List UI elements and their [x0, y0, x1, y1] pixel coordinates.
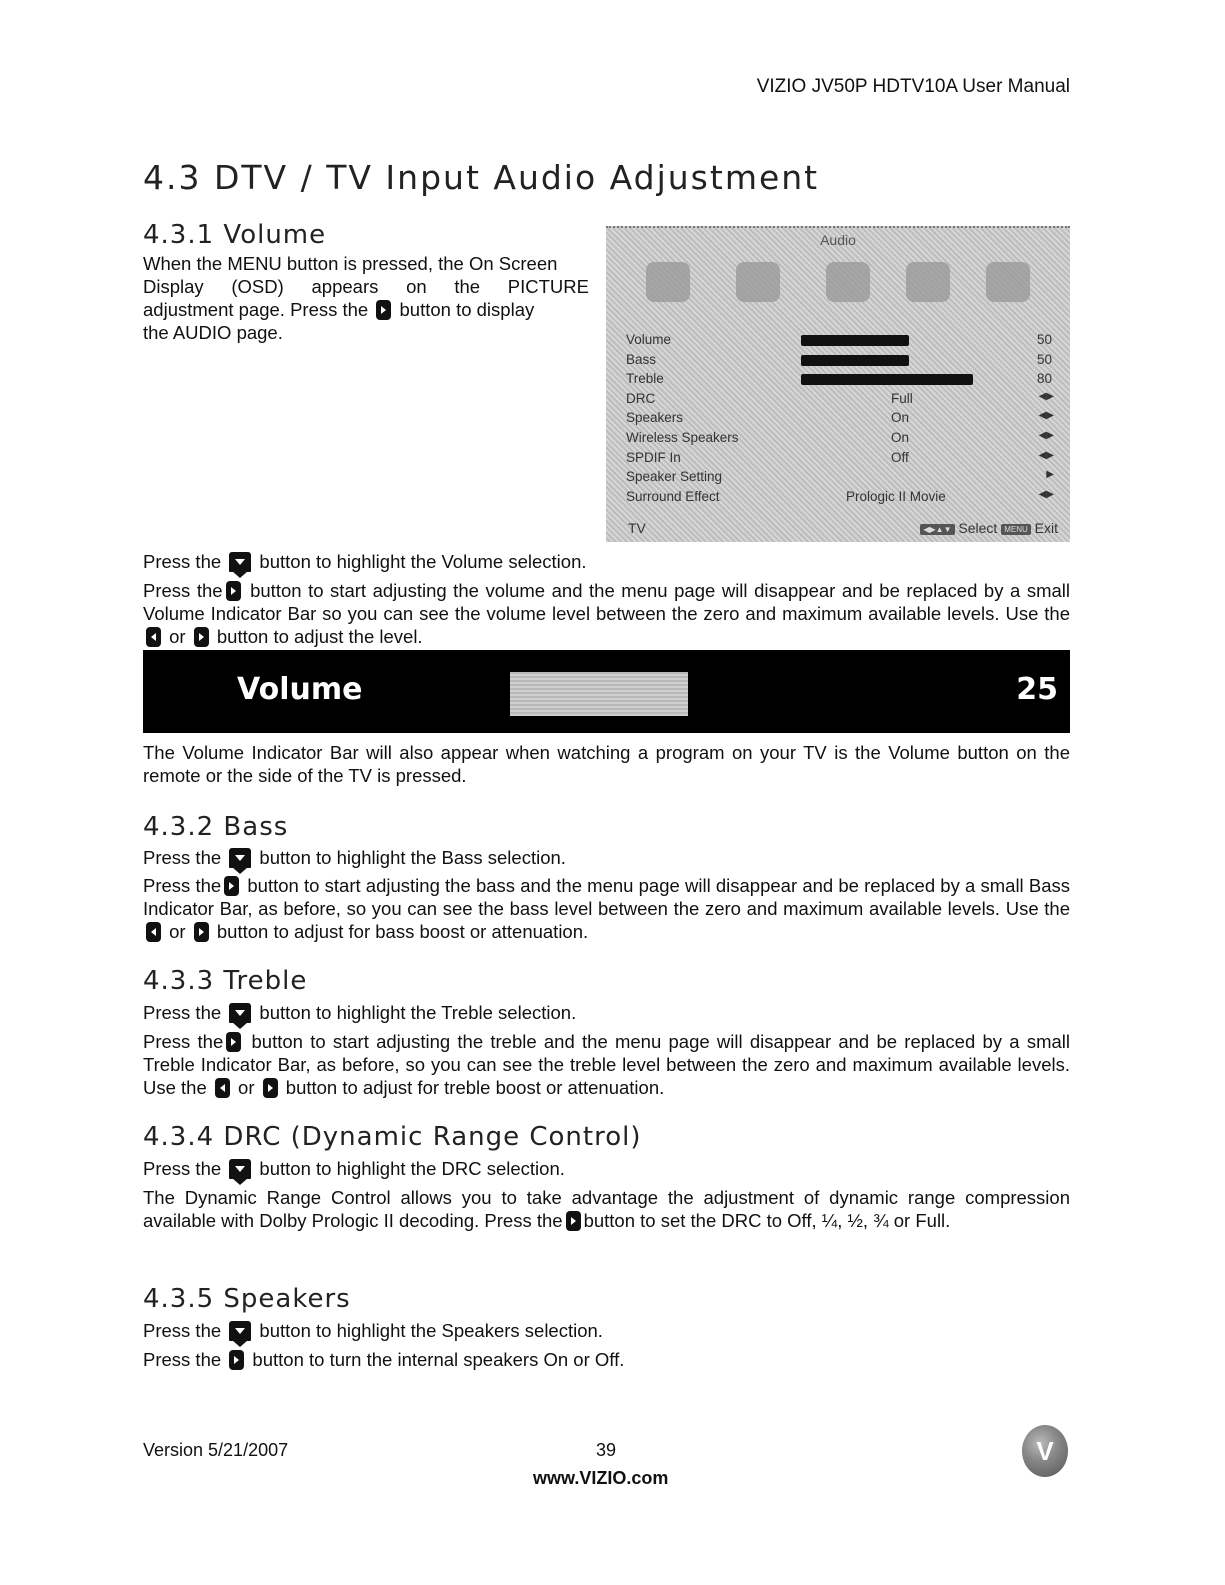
osd-row-value: On: [891, 429, 910, 445]
osd-exit-hint: Exit: [1034, 520, 1058, 536]
volume-step-1: [143, 550, 1070, 573]
osd-select-hint: Select: [958, 520, 998, 536]
intro-line-1: When the MENU button is pressed, the On Screen: [143, 253, 558, 274]
audio-osd-screenshot: [606, 226, 1070, 542]
osd-row-label: Bass: [626, 351, 657, 367]
bass-step-2: [143, 874, 1070, 943]
footer-website-link[interactable]: www.VIZIO.com: [533, 1468, 669, 1488]
text: or: [164, 921, 191, 942]
footer-version: Version 5/21/2007: [143, 1440, 289, 1460]
osd-level-bar: [801, 335, 909, 346]
subsection-title-bass: 4.3.2 Bass: [143, 812, 289, 842]
text: button to turn the internal speakers On or Off.: [247, 1349, 625, 1370]
down-arrow-button-icon: [229, 552, 251, 572]
text: or: [232, 1077, 260, 1098]
volume-indicator-note: The Volume Indicator Bar will also appear when watching a program on your TV is the Volume button on the remote or the side of the TV is pressed.: [143, 742, 1070, 786]
navigation-keys-icon: ◀▶▲▼: [920, 524, 954, 535]
down-arrow-button-icon: [229, 1003, 251, 1023]
osd-arrow-icon: ◀▶: [1038, 488, 1054, 500]
osd-row-number: 50: [1036, 351, 1052, 367]
text: Press the: [143, 875, 222, 896]
osd-footer-input: TV: [628, 520, 646, 536]
right-arrow-button-icon: [224, 876, 239, 896]
right-arrow-button-icon: [226, 581, 241, 601]
subsection-title-treble: 4.3.3 Treble: [143, 966, 308, 996]
input-menu-icon: [986, 262, 1030, 302]
osd-row[interactable]: [626, 371, 1066, 391]
osd-footer: [606, 520, 1070, 538]
text: Press the: [143, 1320, 227, 1341]
text: button to highlight the Treble selection.: [254, 1002, 577, 1023]
right-arrow-button-icon: [226, 1032, 241, 1052]
volume-bar-value: 25: [1016, 672, 1058, 707]
osd-row[interactable]: [626, 352, 1066, 372]
osd-level-bar: [801, 374, 973, 385]
volume-intro-paragraph: [143, 252, 589, 344]
osd-row-label: Wireless Speakers: [626, 429, 739, 445]
osd-row-value: Prologic II Movie: [846, 488, 946, 504]
intro-text: adjustment page. Press the: [143, 299, 374, 320]
subsection-title-drc: 4.3.4 DRC (Dynamic Range Control): [143, 1122, 642, 1152]
osd-arrow-icon: ◀▶: [1038, 429, 1054, 441]
text: button to highlight the DRC selection.: [254, 1158, 565, 1179]
text: Press the: [143, 847, 227, 868]
osd-row-label: Speaker Setting: [626, 469, 723, 485]
text: button to set the DRC to Off, ¼, ½, ¾ or Full.: [583, 1210, 951, 1231]
audio-menu-icon: [736, 262, 780, 302]
osd-row-value: Off: [891, 449, 909, 465]
text: Press the: [143, 1349, 227, 1370]
text: Press the: [143, 551, 227, 572]
text: button to highlight the Speakers selection.: [254, 1320, 603, 1341]
text: Press the: [143, 1158, 227, 1179]
osd-row-number: 80: [1036, 371, 1052, 387]
text: button to start adjusting the bass and the menu page will disappear and be replaced by a small Bass Indicator Bar, as before, so you can see the bass level between the zero and maximum available levels. Use the: [143, 875, 1070, 919]
text: button to start adjusting the treble and the menu page will disappear and be replaced by a small Treble Indicator Bar, as before, so you can see the treble level between the zero and maximum available levels. Use the: [143, 1031, 1070, 1098]
osd-row-label: Surround Effect: [626, 488, 720, 504]
page-number: 39: [596, 1440, 617, 1460]
right-arrow-button-icon: [263, 1078, 278, 1098]
vizio-logo-icon: V: [1022, 1425, 1068, 1477]
osd-row[interactable]: [626, 391, 1066, 411]
right-arrow-button-icon: [194, 627, 209, 647]
volume-bar-label: Volume: [237, 672, 363, 707]
volume-bar-track: [510, 672, 688, 716]
osd-row[interactable]: [626, 410, 1066, 430]
intro-text: button to display: [394, 299, 535, 320]
text: Press the: [143, 1002, 227, 1023]
document-header-title: VIZIO JV50P HDTV10A User Manual: [756, 76, 1070, 97]
volume-step-2: [143, 579, 1070, 648]
text: The Dynamic Range Control allows you to take advantage the adjustment of dynamic range compression available with Dolby Prologic II decoding. Press the: [143, 1187, 1070, 1231]
right-arrow-button-icon: [566, 1211, 581, 1231]
osd-menu-icons: [636, 258, 1046, 328]
subsection-title-volume: 4.3.1 Volume: [143, 220, 327, 250]
treble-step-2: [143, 1030, 1070, 1099]
text: button to adjust for bass boost or attenuation.: [211, 921, 589, 942]
osd-row-value: On: [891, 410, 910, 426]
left-arrow-button-icon: [146, 922, 161, 942]
drc-description: [143, 1186, 1070, 1232]
osd-row-label: SPDIF In: [626, 449, 681, 465]
text: button to highlight the Bass selection.: [254, 847, 566, 868]
osd-arrow-icon: ◀▶: [1038, 449, 1054, 461]
osd-row-label: Speakers: [626, 410, 684, 426]
down-arrow-button-icon: [229, 1321, 251, 1341]
right-arrow-button-icon: [194, 922, 209, 942]
text: button to adjust the level.: [211, 626, 423, 647]
setup-menu-icon: [906, 262, 950, 302]
osd-arrow-icon: ◀▶: [1038, 390, 1054, 402]
down-arrow-button-icon: [229, 848, 251, 868]
section-title: 4.3 DTV / TV Input Audio Adjustment: [143, 158, 820, 197]
osd-row-label: Treble: [626, 371, 664, 387]
text: button to start adjusting the volume and the menu page will disappear and be replaced by a small Volume Indicator Bar so you can see the volume level between the zero and maximum available levels. Use the: [143, 580, 1070, 624]
picture-menu-icon: [646, 262, 690, 302]
osd-rows: [626, 332, 1066, 508]
osd-footer-hints: [920, 520, 1058, 536]
osd-row[interactable]: [626, 469, 1066, 489]
left-arrow-button-icon: [215, 1078, 230, 1098]
osd-arrow-icon: ◀▶: [1038, 410, 1054, 422]
right-arrow-button-icon: [376, 300, 391, 320]
speakers-step-1: [143, 1319, 1070, 1342]
left-arrow-button-icon: [146, 627, 161, 647]
treble-step-1: [143, 1001, 1070, 1024]
intro-line-3: [143, 298, 589, 321]
text: Press the: [143, 1031, 224, 1052]
text: or: [164, 626, 191, 647]
subsection-title-speakers: 4.3.5 Speakers: [143, 1284, 351, 1314]
osd-row[interactable]: [626, 450, 1066, 470]
osd-row[interactable]: [626, 489, 1066, 509]
tv-menu-icon: [826, 262, 870, 302]
bass-step-1: [143, 846, 1070, 869]
osd-row-number: 50: [1036, 332, 1052, 347]
osd-level-bar: [801, 355, 909, 366]
osd-row-label: DRC: [626, 390, 656, 406]
osd-arrow-icon: ▶: [1046, 469, 1054, 481]
osd-title: Audio: [820, 232, 856, 248]
right-arrow-button-icon: [229, 1350, 244, 1370]
intro-line-2: Display (OSD) appears on the PICTURE: [143, 276, 589, 297]
osd-row-label: Volume: [626, 332, 672, 347]
speakers-step-2: [143, 1348, 1070, 1371]
text: Press the: [143, 580, 223, 601]
menu-key-icon: MENU: [1001, 524, 1031, 535]
osd-row-value: Full: [891, 390, 913, 406]
text: button to highlight the Volume selection.: [254, 551, 587, 572]
osd-row[interactable]: [626, 430, 1066, 450]
osd-row[interactable]: [626, 332, 1066, 352]
text: button to adjust for treble boost or attenuation.: [280, 1077, 665, 1098]
intro-line-4: the AUDIO page.: [143, 322, 283, 343]
volume-indicator-bar: [143, 650, 1070, 733]
down-arrow-button-icon: [229, 1159, 251, 1179]
drc-step-1: [143, 1157, 1070, 1180]
